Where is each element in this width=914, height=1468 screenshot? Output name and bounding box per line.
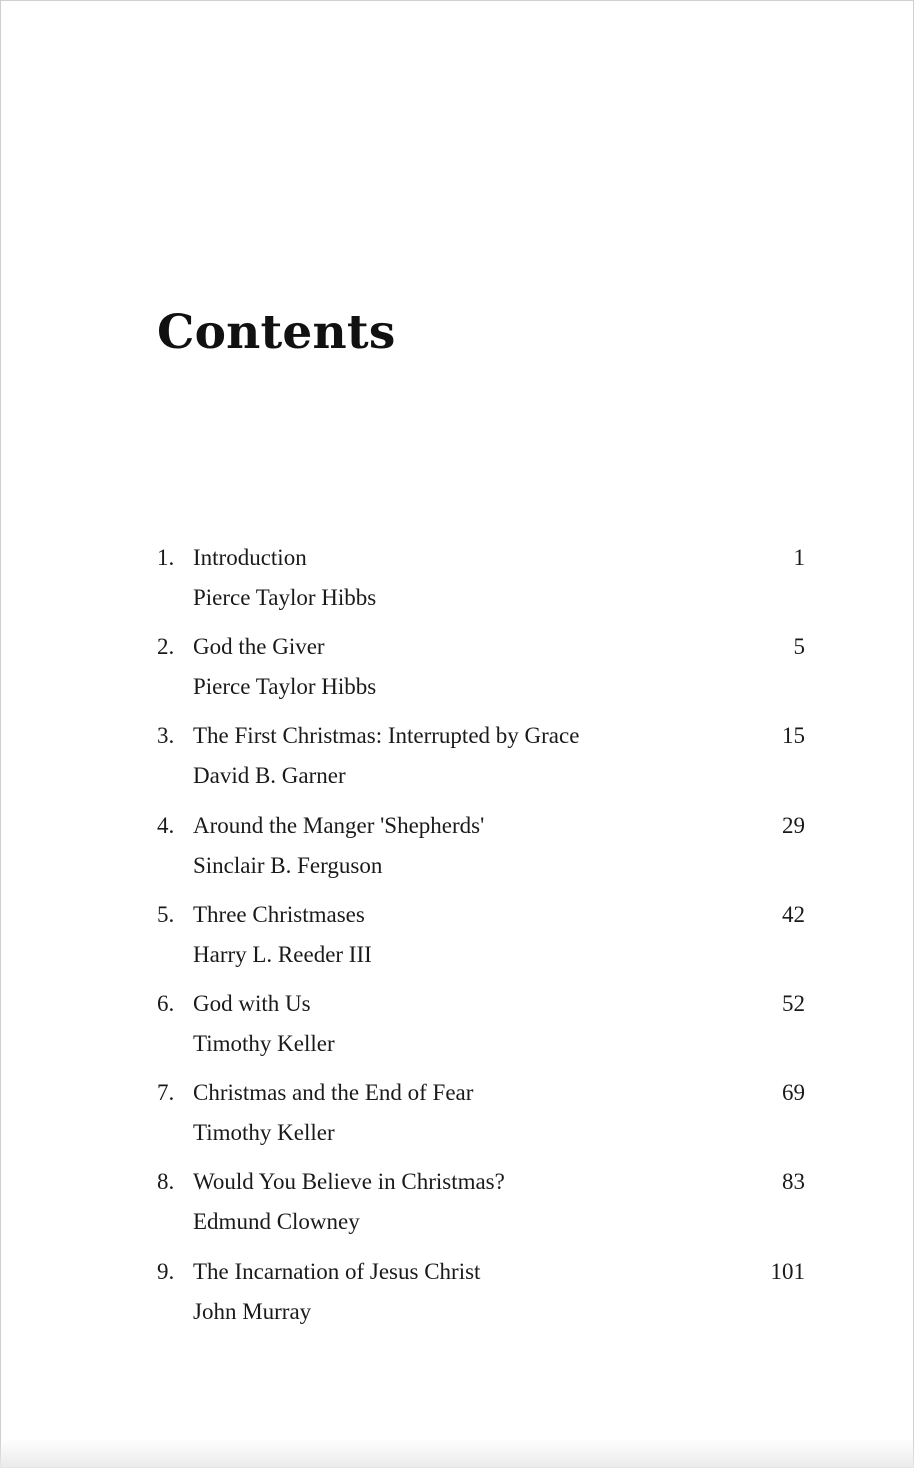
entry-page-number: 101 [770,1258,805,1284]
entry-author: Timothy Keller [193,1120,335,1146]
entry-number: 6. [157,990,175,1016]
entry-title: Three Christmases [193,901,365,927]
entry-title: God the Giver [193,634,325,660]
entry-author: Edmund Clowney [193,1209,360,1235]
entry-number: 5. [157,901,175,927]
entry-title: God with Us [193,990,311,1016]
toc-entry[interactable] [157,716,805,805]
page-bottom-shadow [0,1438,914,1468]
toc-entry[interactable] [157,538,805,627]
toc-entry[interactable] [157,1162,805,1251]
entry-page-number: 52 [782,990,805,1016]
entry-page-number: 69 [782,1080,805,1106]
entry-title: Introduction [193,545,307,570]
entry-author: Sinclair B. Ferguson [193,852,383,878]
entry-page-number: 42 [782,901,805,927]
entry-author: David B. Garner [193,763,346,789]
entry-author: Pierce Taylor Hibbs [193,585,377,610]
entry-author: John Murray [193,1298,312,1324]
page-title: Contents [157,305,396,360]
entry-title: Christmas and the End of Fear [193,1080,474,1106]
toc-entry[interactable] [157,1252,805,1341]
toc-entry[interactable] [157,895,805,984]
entry-page-number: 15 [782,723,805,749]
entry-page-number: 83 [782,1169,805,1195]
entry-title: Would You Believe in Christmas? [193,1169,505,1195]
entry-author: Timothy Keller [193,1030,335,1056]
entry-number: 1. [157,545,175,570]
entry-number: 4. [157,812,175,838]
entry-page-number: 5 [793,634,805,660]
toc-entry[interactable] [157,1073,805,1162]
entry-number: 9. [157,1258,175,1284]
entry-number: 2. [157,634,175,660]
entry-author: Harry L. Reeder III [193,941,372,967]
entry-title: The Incarnation of Jesus Christ [193,1258,481,1284]
entry-title: The First Christmas: Interrupted by Grace [193,723,580,749]
entry-title: Around the Manger 'Shepherds' [193,812,485,838]
entry-number: 8. [157,1169,175,1195]
entry-author: Pierce Taylor Hibbs [193,674,377,700]
toc-entry[interactable] [157,627,805,716]
entry-page-number: 1 [793,545,805,570]
entry-page-number: 29 [782,812,805,838]
entry-number: 7. [157,1080,175,1106]
entry-number: 3. [157,723,175,749]
toc-entry[interactable] [157,984,805,1073]
table-of-contents [157,538,805,1341]
toc-entry[interactable] [157,806,805,895]
